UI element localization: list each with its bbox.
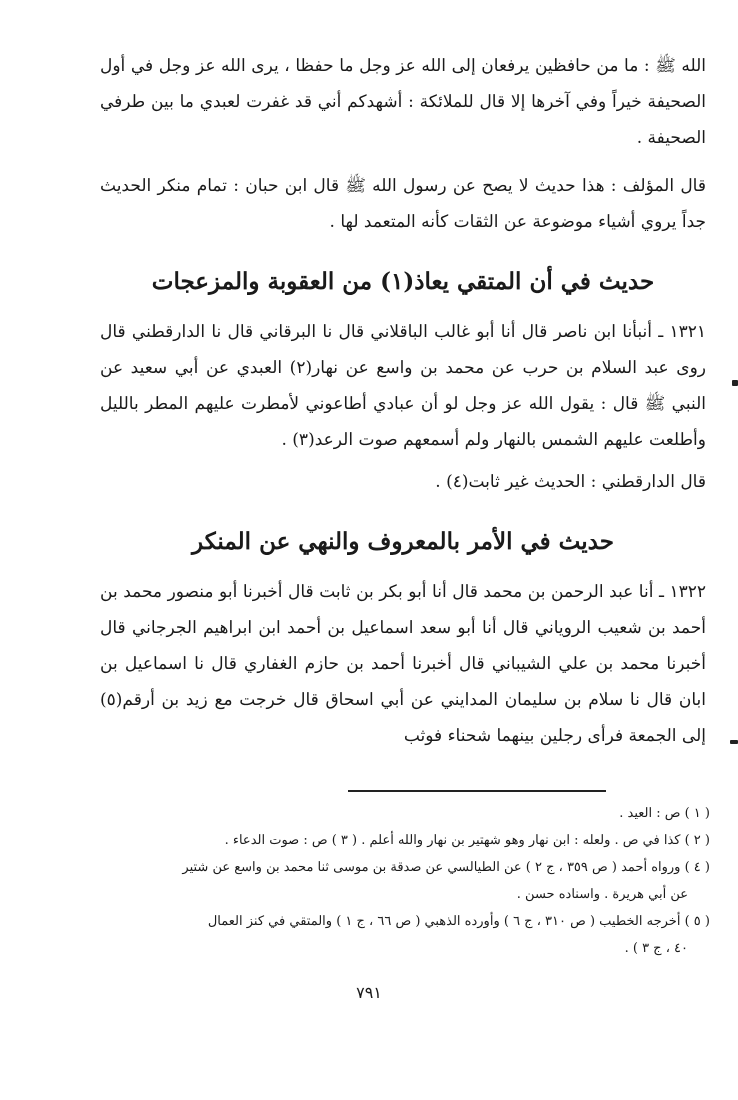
footnote-4-continued: عن أبي هريرة . واسناده حسن . (516, 887, 688, 902)
paragraph-hadith-1322: ١٣٢٢ ـ أنا عبد الرحمن بن محمد قال أنا أبو بكر بن ثابت قال أخبرنا أبو منصور محمد بن أحمد بن شعيب الروياني قال أنا أبو سعد اسماعيل بن أحمد ابن ابراهيم الجرجاني قال أخبرنا محمد بن علي الشيباني قال أخبرنا أحمد بن حازم الغفاري قال نا اسماعيل بن ابان قال نا سلام بن سليمان المدايني عن أبي اسحاق قال خرجت مع زيد بن أرقم(٥) إلى الجمعة فرأى رجلين بينهما شحناء فوثب (100, 582, 706, 746)
page-number: ٧٩١ (356, 983, 382, 1002)
paragraph-author-comment: قال المؤلف : هذا حديث لا يصح عن رسول الله ﷺ قال ابن حبان : تمام منكر الحديث جداً يروي أشياء موضوعة عن الثقات كأنه المتعمد لها . (100, 176, 706, 232)
paragraph-hadith-end: الله ﷺ : ما من حافظين يرفعان إلى الله عز وجل ما حفظا ، يرى الله عز وجل في أول الصحيفة خيراً وفي آخرها إلا قال للملائكة : أشهدكم أني قد غفرت لعبدي ما بين طرفي الصحيفة . (100, 56, 706, 148)
paragraph-hadith-1321: ١٣٢١ ـ أنبأنا ابن ناصر قال أنا أبو غالب الباقلاني قال نا البرقاني قال نا الدارقطني قال روى عبد السلام بن حرب عن محمد بن واسع عن نهار(٢) العبدي عن أبي سعيد عن النبي ﷺ قال : يقول الله عز وجل لو أن عبادي أطاعوني لأمطرت عليهم المطر بالليل وأطلعت عليهم الشمس بالنهار ولم أسمعهم صوت الرعد(٣) . (100, 322, 707, 450)
scan-mark (732, 380, 738, 386)
footnote-4: ( ٤ ) ورواه أحمد ( ص ٣٥٩ ، ج ٢ ) عن الطيالسي عن صدقة بن موسى ثنا محمد بن واسع عن شتير (182, 860, 710, 875)
footnote-5-continued: ٤٠ ، ج ٣ ) . (624, 941, 688, 956)
page-body (100, 48, 706, 754)
footnote-5: ( ٥ ) أخرجه الخطيب ( ص ٣١٠ ، ج ٦ ) وأورده الذهبي ( ص ٦٦ ، ج ١ ) والمتقي في كنز العمال (207, 914, 710, 929)
footnotes (112, 800, 710, 962)
footnote-1: ( ١ ) ص : العيد . (619, 806, 710, 821)
section-heading-enjoining-good: حديث في الأمر بالمعروف والنهي عن المنكر (192, 528, 614, 555)
paragraph-daraqutni-comment: قال الدارقطني : الحديث غير ثابت(٤) . (435, 472, 706, 492)
footnote-divider (348, 790, 606, 792)
section-heading-piety: حديث في أن المتقي يعاذ(١) من العقوبة والمزعجات (151, 268, 655, 295)
footnote-2-3: ( ٢ ) كذا في ص . ولعله : ابن نهار وهو شهتير بن نهار والله أعلم . ( ٣ ) ص : صوت الدعاء . (224, 833, 710, 848)
scan-mark (730, 740, 738, 744)
